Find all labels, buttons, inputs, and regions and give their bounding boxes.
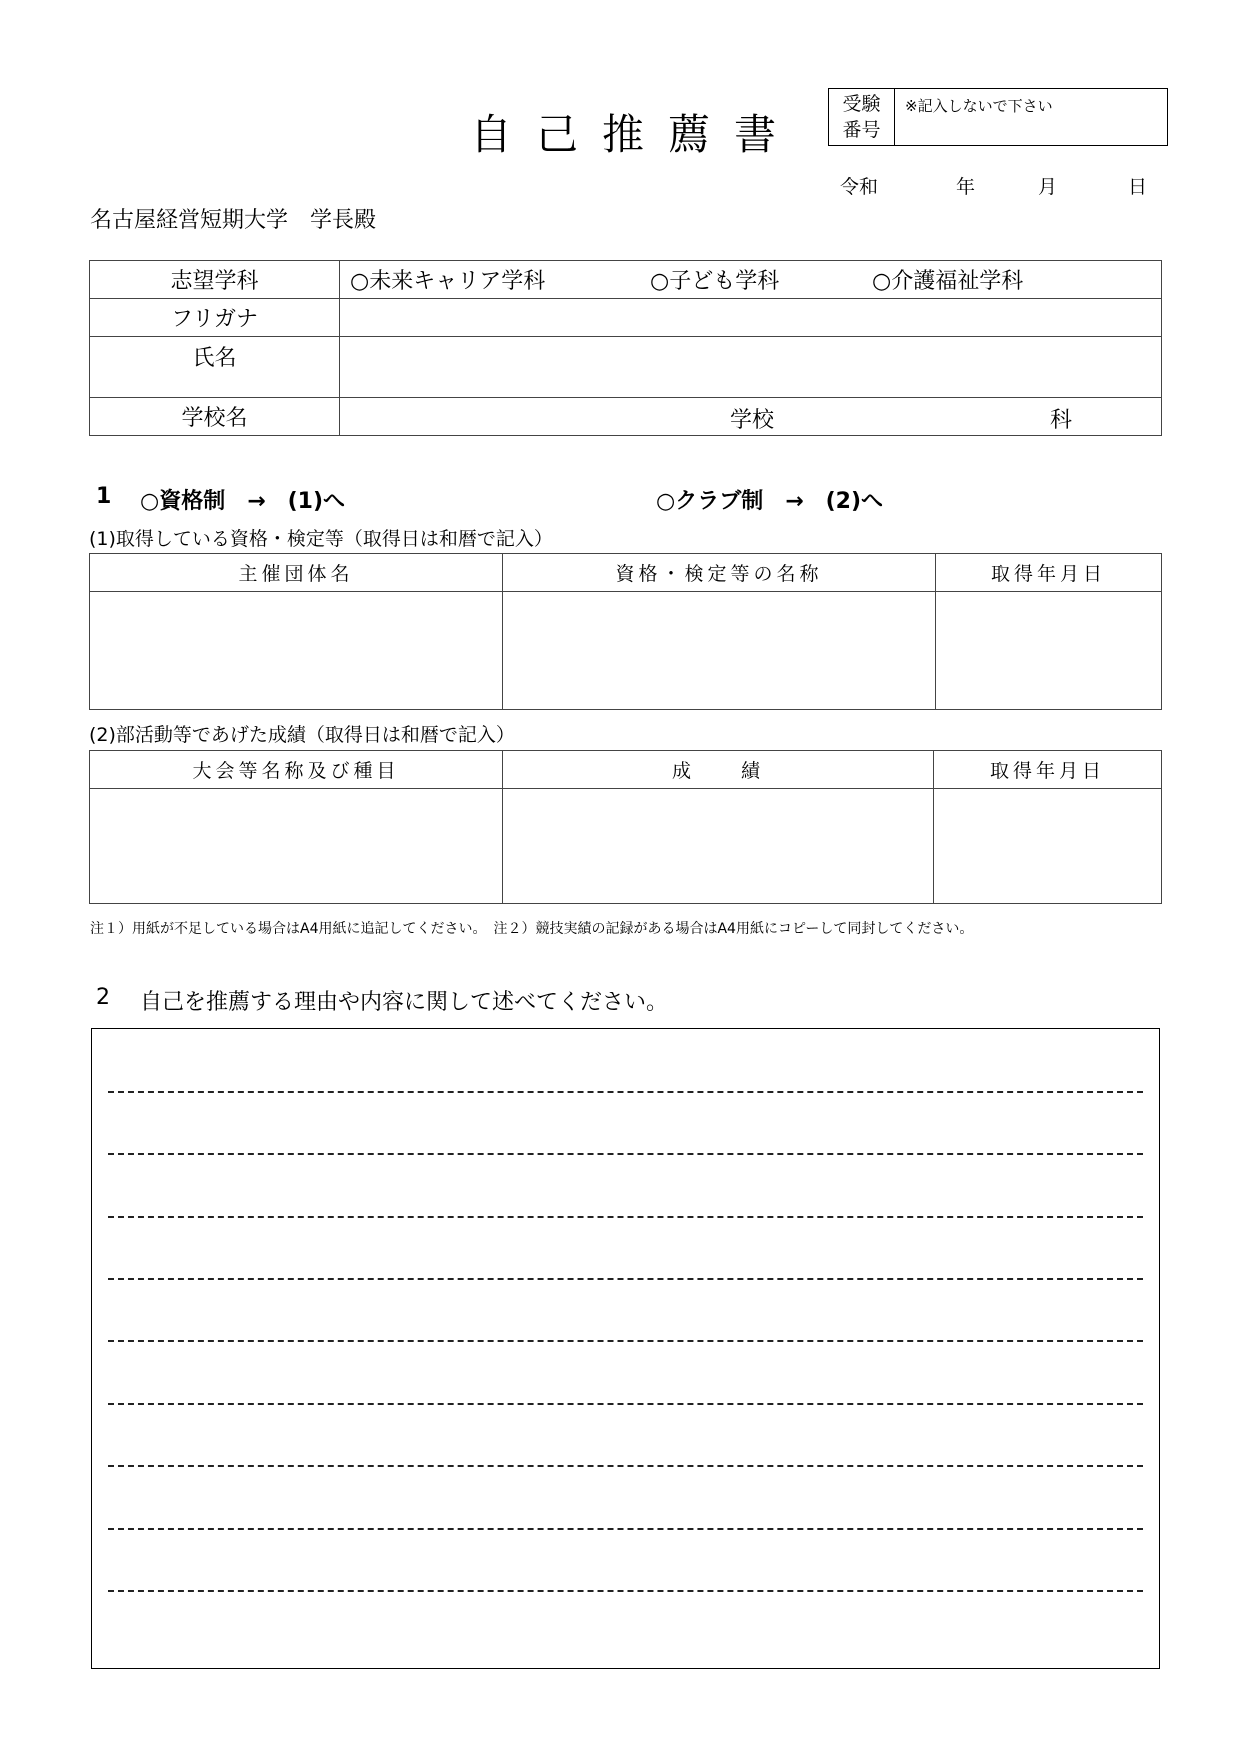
essay-line <box>108 1590 1143 1592</box>
essay-line <box>108 1216 1143 1218</box>
essay-line <box>108 1528 1143 1530</box>
club-entry-row <box>90 789 1162 904</box>
qualification-col-date: 取得年月日 <box>936 554 1162 592</box>
club-table <box>89 750 1162 904</box>
section2-prompt: 自己を推薦する理由や内容に関して述べてください。 <box>140 990 669 1015</box>
course-suffix: 科 <box>1050 408 1073 433</box>
club-header-row <box>90 751 1162 789</box>
dept-option-care[interactable]: ○介護福祉学科 <box>872 269 1024 294</box>
club-col-date: 取得年月日 <box>934 751 1162 789</box>
exam-number-label-line2: 番号 <box>842 119 881 141</box>
club-heading: (2)部活動等であげた成績（取得日は和暦で記入） <box>89 724 515 746</box>
essay-line <box>108 1340 1143 1342</box>
exam-number-box <box>828 88 1168 146</box>
dept-options[interactable] <box>340 261 1162 299</box>
qualification-name-field[interactable] <box>503 592 936 710</box>
form-title: 自己推薦書 <box>470 110 801 159</box>
club-result-field[interactable] <box>503 789 934 904</box>
date-month: 月 <box>1038 176 1058 198</box>
qualification-heading: (1)取得している資格・検定等（取得日は和暦で記入） <box>89 528 553 550</box>
qualification-entry-row <box>90 592 1162 710</box>
school-label: 学校名 <box>90 398 340 436</box>
essay-box[interactable] <box>91 1028 1160 1669</box>
applicant-info-table <box>89 260 1162 436</box>
essay-line <box>108 1403 1143 1405</box>
furigana-field[interactable] <box>340 299 1162 337</box>
qualification-col-organizer: 主催団体名 <box>90 554 503 592</box>
school-suffix: 学校 <box>730 408 775 433</box>
essay-line <box>108 1153 1143 1155</box>
qualification-col-name: 資格・検定等の名称 <box>503 554 936 592</box>
essay-line <box>108 1278 1143 1280</box>
club-col-event: 大会等名称及び種目 <box>90 751 503 789</box>
furigana-label: フリガナ <box>90 299 340 337</box>
qualification-date-field[interactable] <box>936 592 1162 710</box>
section1-option-qualification[interactable]: ○資格制 → (1)へ <box>140 489 346 514</box>
date-day: 日 <box>1128 176 1148 198</box>
club-date-field[interactable] <box>934 789 1162 904</box>
section1-option-club[interactable]: ○クラブ制 → (2)へ <box>656 489 884 514</box>
essay-line <box>108 1091 1143 1093</box>
dept-row <box>90 261 1162 299</box>
date-year: 年 <box>956 176 976 198</box>
section1-note: 注１）用紙が不足している場合はA4用紙に追記してください。 注２）競技実績の記録がある場合はA4用紙にコピーして同封してください。 <box>90 921 974 937</box>
qualification-table <box>89 553 1162 710</box>
exam-number-note: ※記入しないで下さい <box>905 97 1053 115</box>
dept-label: 志望学科 <box>90 261 340 299</box>
addressee: 名古屋経営短期大学 学長殿 <box>90 208 377 233</box>
name-field[interactable] <box>340 337 1162 398</box>
school-field[interactable] <box>340 398 1162 436</box>
exam-number-label-line1: 受験 <box>842 93 881 115</box>
club-event-field[interactable] <box>90 789 503 904</box>
name-label: 氏名 <box>90 337 340 398</box>
qualification-header-row <box>90 554 1162 592</box>
date-era: 令和 <box>840 176 879 198</box>
furigana-row <box>90 299 1162 337</box>
dept-option-career[interactable]: ○未来キャリア学科 <box>350 269 546 294</box>
section1-number: 1 <box>96 484 112 509</box>
exam-number-label <box>829 89 895 145</box>
school-row <box>90 398 1162 436</box>
name-row <box>90 337 1162 398</box>
essay-line <box>108 1465 1143 1467</box>
dept-option-child[interactable]: ○子ども学科 <box>650 269 780 294</box>
section2-number: 2 <box>96 985 110 1010</box>
club-col-result: 成 績 <box>503 751 934 789</box>
qualification-organizer-field[interactable] <box>90 592 503 710</box>
